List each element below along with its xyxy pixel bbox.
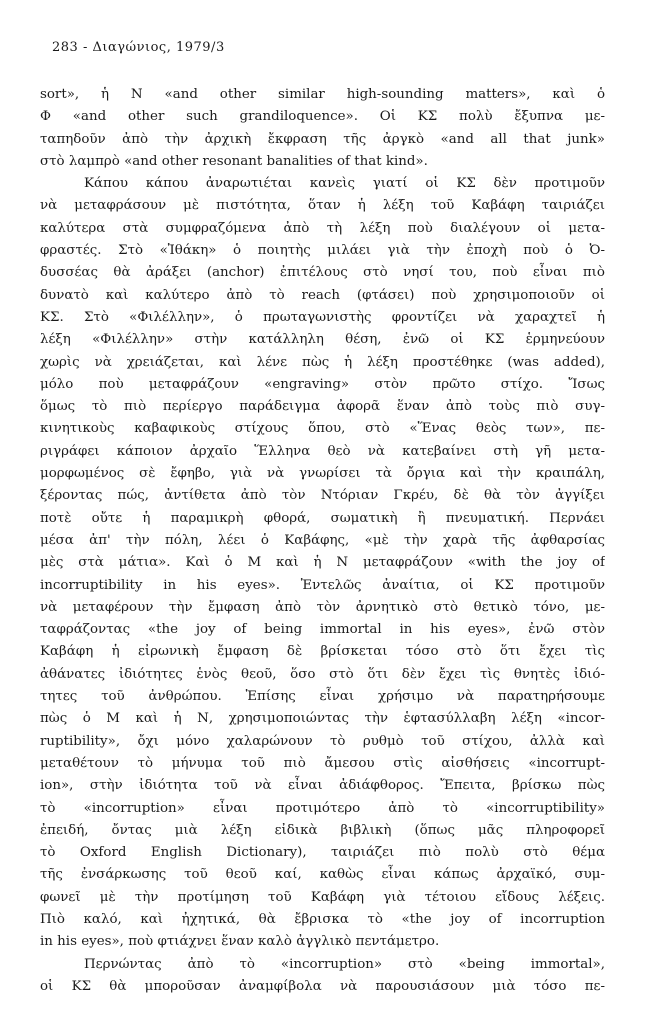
text-line: ταπηδοῦν ἀπὸ τὴν ἀρχικὴ ἔκφραση τῆς ἀργκὸ «and all that junk» [40,131,605,147]
text-line: στὸ λαμπρὸ «and other resonant banalities of that kind». [40,153,428,169]
text-line: Κάπου κάπου ἀναρωτιέται κανεὶς γιατί οἱ ΚΣ δὲν προτιμοῦν [84,176,605,192]
text-line: sort», ἡ Ν «and other similar high-sounding matters», καὶ ὁ [40,87,605,102]
text-line: δυνατὸ καὶ καλύτερο ἀπὸ τὸ reach (φτάσει) ποὺ χρησιμοποιοῦν οἱ [40,287,605,303]
text-line: κινητικοὺς καβαφικοὺς στίχους ὅπου, στὸ «Ἕνας θεὸς των», πε- [40,421,605,437]
text-line: Πιὸ καλό, καὶ ἠχητικά, θὰ ἔβρισκα τὸ «the joy of incorruption [40,911,605,927]
text-line: ποτὲ οὔτε ἡ παραμικρὴ φθορά, σωματικὴ ἢ πνευματική. Περνάει [40,510,605,526]
text-line: ἀθάνατες ἰδιότητες ἑνὸς θεοῦ, ὅσο στὸ ὅτι δὲν ἔχει τὶς θνητὲς ἰδιό- [40,666,605,682]
text-line: Καβάφη ἡ εἰρωνικὴ ἔμφαση δὲ βρίσκεται τόσο στὸ ὅτι ἔχει τὶς [40,644,605,660]
text-line: μεταθέτουν τὸ μήνυμα τοῦ πιὸ ἄμεσου στὶς αἰσθήσεις «incorrupt- [40,755,605,771]
text-line: ταφράζοντας «the joy of being immortal in his eyes», ἐνῶ στὸν [40,622,605,638]
text-line: οἱ ΚΣ θὰ μποροῦσαν ἀναμφίβολα νὰ παρουσιάσουν μιὰ τόσο πε- [40,978,605,994]
text-line: μόλο ποὺ μεταφράζουν «engraving» στὸν πρῶτο στίχο. Ἴσως [40,376,605,392]
text-line: χωρὶς νὰ χρειάζεται, καὶ λένε πὼς ἡ λέξη προστέθηκε (was added), [40,354,605,370]
text-line: ΚΣ. Στὸ «Φιλέλλην», ὁ πρωταγωνιστὴς φροντίζει νὰ χαραχτεῖ ἡ [40,309,605,325]
text-line: ion», στὴν ἰδιότητα τοῦ νὰ εἶναι ἀδιάφθορος. Ἔπειτα, βρίσκω πὼς [40,778,605,794]
text-line: ριγράφει κάποιον ἀρχαῖο Ἕλληνα θεὸ νὰ κατεβαίνει στὴ γῆ μετα- [40,443,605,459]
text-line: τὸ «incorruption» εἶναι προτιμότερο ἀπὸ τὸ «incorruptibility» [40,800,605,816]
text-line: μὲς στὰ μάτια». Καὶ ὁ Μ καὶ ἡ Ν μεταφράζουν «with the joy of [40,555,605,571]
text-line: ξέροντας πώς, ἀντίθετα ἀπὸ τὸν Ντόριαν Γκρέυ, δὲ θὰ τὸν ἀγγίξει [40,488,605,504]
text-line: φωνεῖ μὲ τὴν προτίμηση τοῦ Καβάφη γιὰ τέτοιου εἴδους λέξεις. [40,889,605,905]
text-line: τῆς ἐνσάρκωσης τοῦ θεοῦ καί, καθὼς εἶναι κάπως ἀρχαϊκό, συμ- [40,867,605,883]
text-line: in his eyes», ποὺ φτιάχνει ἕναν καλὸ ἀγγλικὸ πεντάμετρο. [40,934,440,950]
running-head: 283 - Διαγώνιος, 1979/3 [52,40,225,55]
text-line: τὸ Oxford English Dictionary), ταιριάζει πιὸ πολὺ στὸ θέμα [40,845,605,861]
text-line: ruptibility», ὄχι μόνο χαλαρώνουν τὸ ρυθμὸ τοῦ στίχου, ἀλλὰ καὶ [40,733,605,749]
text-line: δυσσέας θὰ ἀράξει (anchor) ἐπιτέλους στὸ νησί του, ποὺ εἶναι πιὸ [40,265,605,281]
text-line: Περνώντας ἀπὸ τὸ «incorruption» στὸ «being immortal», [84,956,605,972]
text-line: καλύτερα στὰ συμφραζόμενα ἀπὸ τὴ λέξη ποὺ διαλέγουν οἱ μετα- [40,220,605,236]
text-line: λέξη «Φιλέλλην» στὴν κατάλληλη θέση, ἐνῶ οἱ ΚΣ ἑρμηνεύουν [40,332,605,348]
text-line: Φ «and other such grandiloquence». Οἱ ΚΣ πολὺ ἔξυπνα με- [40,109,605,125]
text-line: ὅμως τὸ πιὸ περίεργο παράδειγμα ἀφορᾶ ἕναν ἀπὸ τοὺς πιὸ συγ- [40,399,605,415]
text-line: πὼς ὁ Μ καὶ ἡ Ν, χρησιμοποιώντας τὴν ἑφτασύλλαβη λέξη «incor- [40,711,605,727]
text-line: μορφωμένος σὲ ἔφηβο, γιὰ νὰ γνωρίσει τὰ ὄργια καὶ τὴν κραιπάλη, [40,466,605,482]
text-line: μέσα ἀπ' τὴν πόλη, λέει ὁ Καβάφης, «μὲ τὴν χαρὰ τῆς ἀφθαρσίας [40,532,605,548]
text-line: τητες τοῦ ἀνθρώπου. Ἐπίσης εἶναι χρήσιμο νὰ παρατηρήσουμε [40,689,605,705]
text-line: incorruptibility in his eyes». Ἐντελῶς ἀναίτια, οἱ ΚΣ προτιμοῦν [40,577,605,593]
text-line: νὰ μεταφέρουν τὴν ἔμφαση ἀπὸ τὸν ἀρνητικὸ στὸ θετικὸ τόνο, με- [40,599,605,615]
text-line: ἐπειδή, ὄντας μιὰ λέξη εἰδικὰ βιβλικὴ (ὅπως μᾶς πληροφορεῖ [40,822,605,838]
text-line: φραστές. Στὸ «Ἰθάκη» ὁ ποιητὴς μιλάει γιὰ τὴν ἐποχὴ ποὺ ὁ Ὀ- [40,243,605,259]
body-text [40,84,605,998]
text-line: νὰ μεταφράσουν μὲ πιστότητα, ὅταν ἡ λέξη τοῦ Καβάφη ταιριάζει [40,198,605,214]
